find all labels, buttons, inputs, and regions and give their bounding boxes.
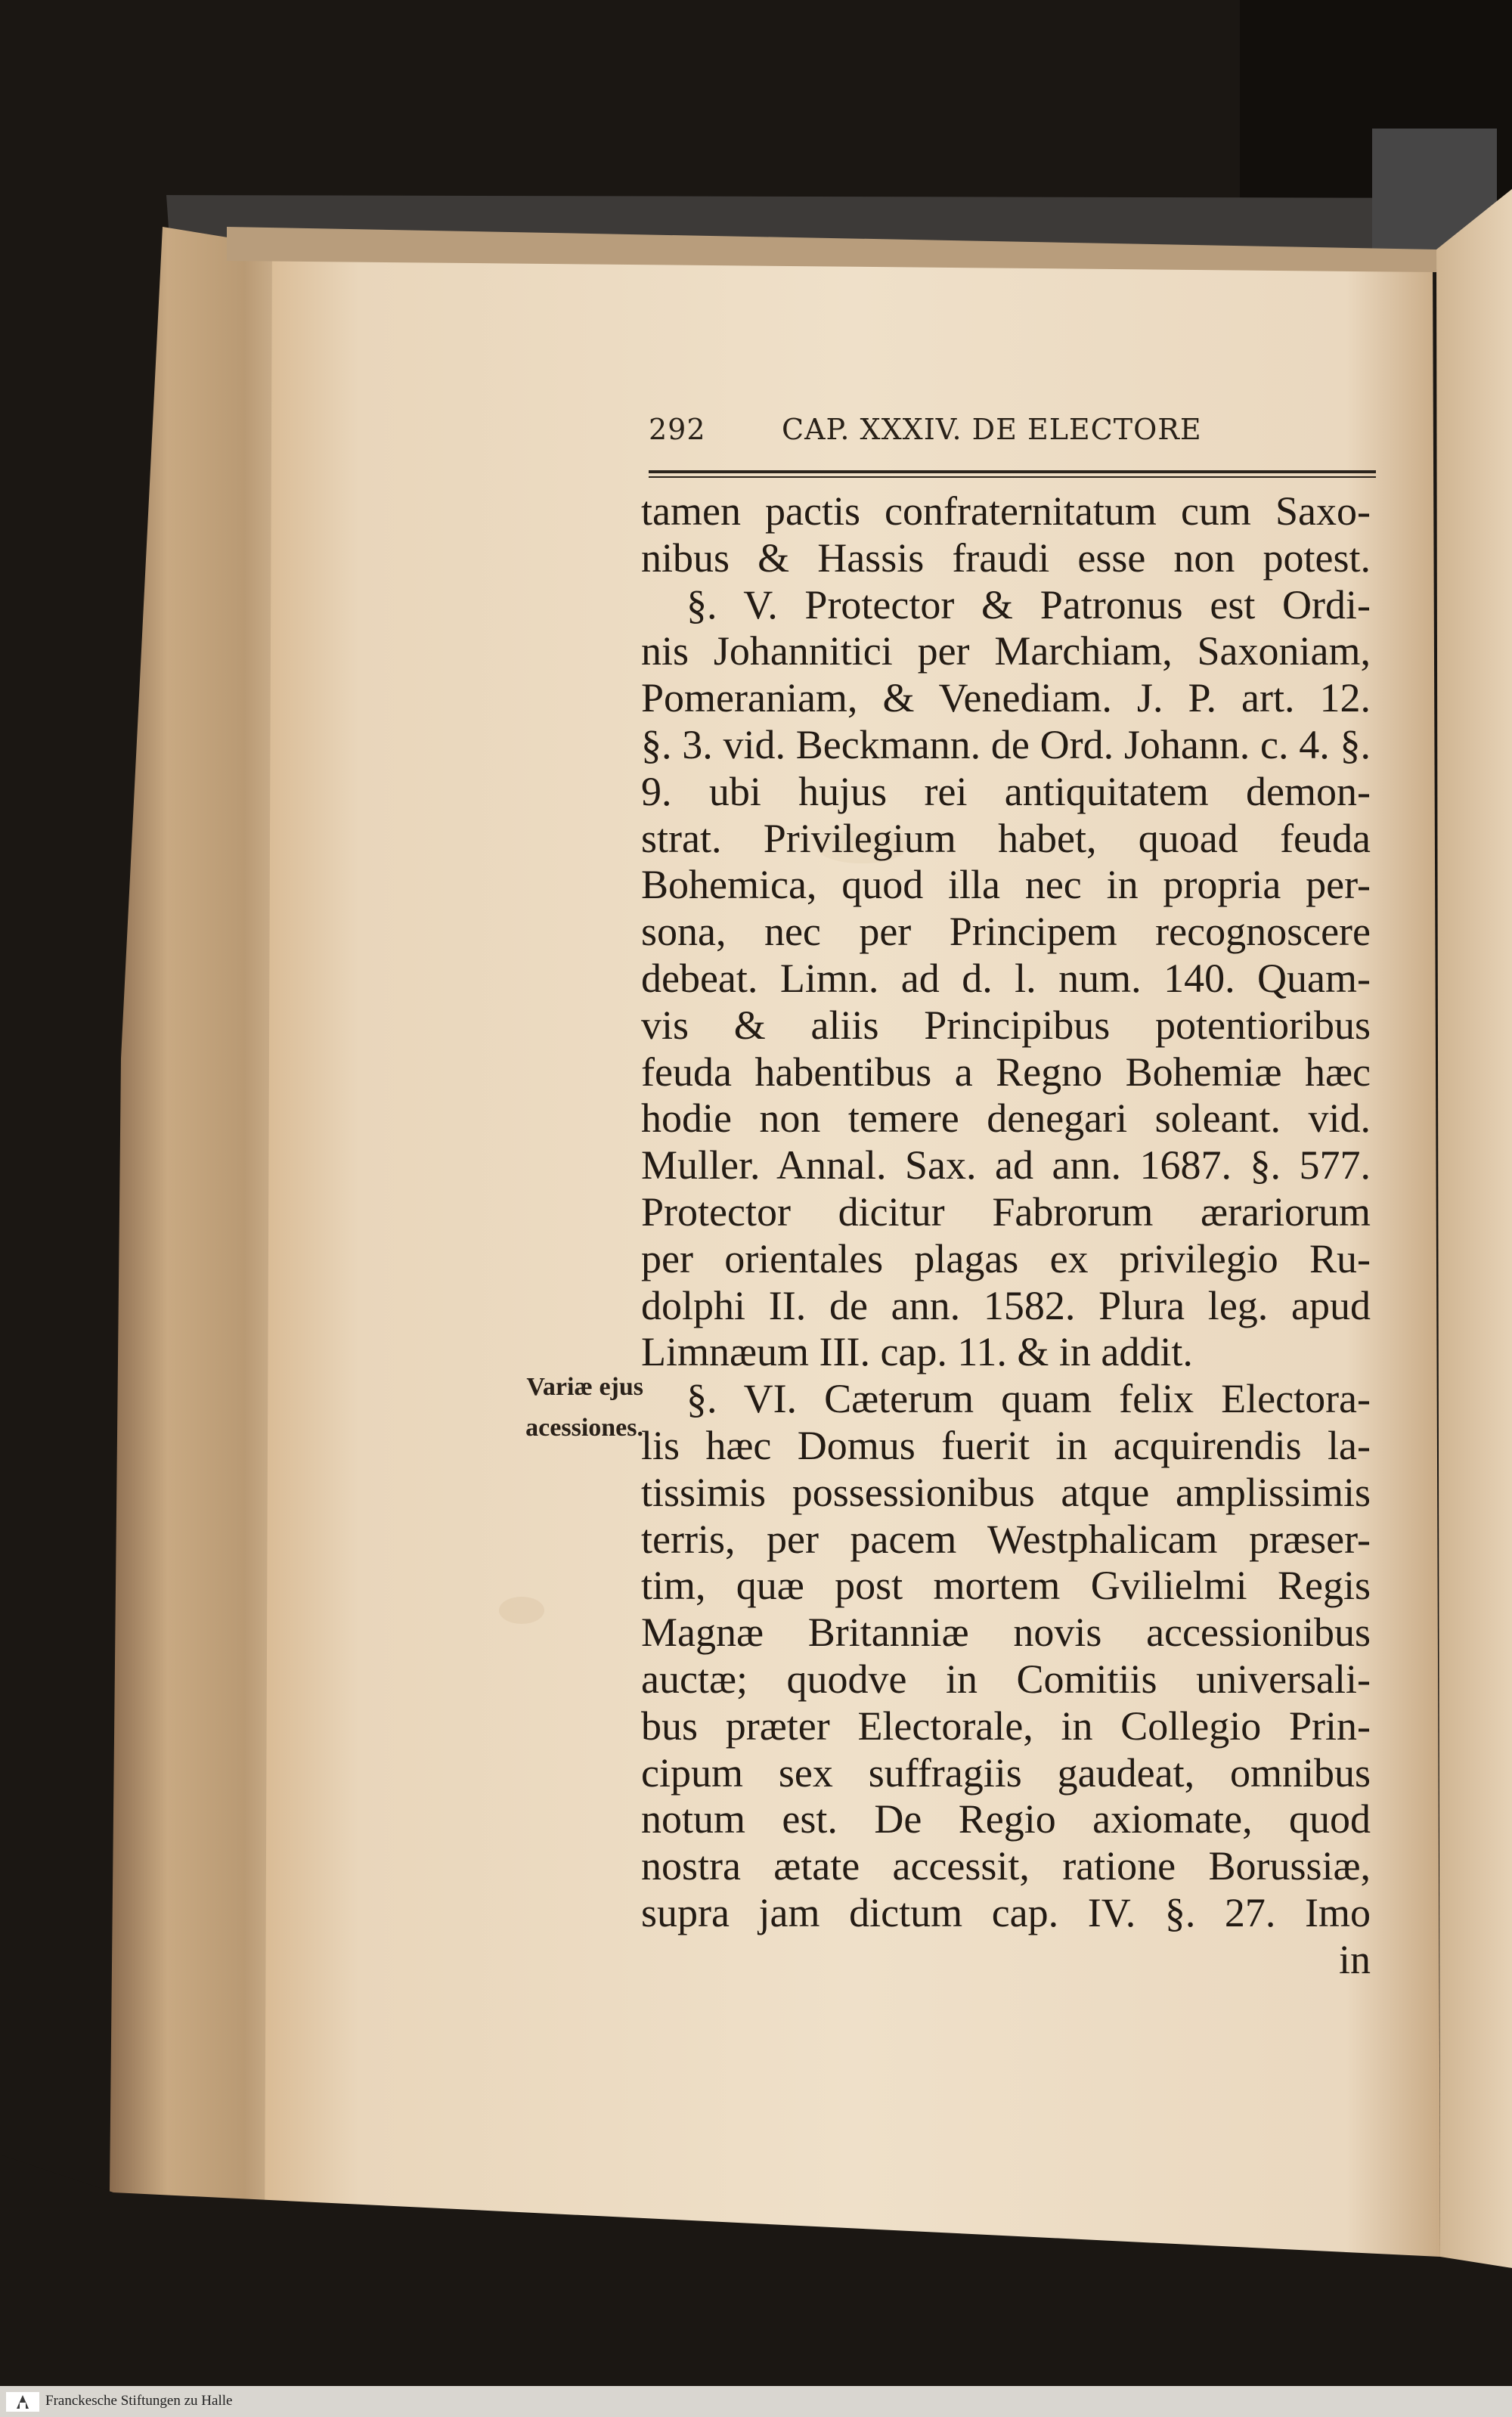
text-line: nis Johannitici per Marchiam, Saxoniam,	[641, 628, 1371, 674]
text-line: notum est. De Regio axiomate, quod	[641, 1796, 1371, 1842]
text-line: Protector dicitur Fabrorum ærariorum	[641, 1188, 1371, 1235]
text-line: §. V. Protector & Patronus est Ordi-	[686, 581, 1371, 627]
text-line: tamen pactis confraternitatum cum Saxo-	[641, 488, 1371, 534]
text-line: tim, quæ post mortem Gvilielmi Regis	[641, 1563, 1371, 1609]
text-line: sona, nec per Principem recognoscere	[641, 909, 1371, 955]
margin-note-line: acessiones.	[525, 1414, 643, 1442]
running-head-title: CAP. XXXIV. DE ELECTORE	[782, 413, 1202, 446]
text-line: Limnæum III. cap. 11. & in addit.	[641, 1329, 1193, 1375]
text-line: Bohemica, quod illa nec in propria per-	[641, 862, 1371, 908]
text-line: §. 3. vid. Beckmann. de Ord. Johann. c. 4. §.	[641, 721, 1371, 767]
text-line: §. VI. Cæterum quam felix Electora-	[686, 1376, 1371, 1422]
text-line: debeat. Limn. ad d. l. num. 140. Quam-	[641, 955, 1371, 1001]
text-line: nibus & Hassis fraudi esse non potest.	[641, 535, 1371, 581]
page-number: 292	[649, 413, 706, 446]
text-line: hodie non temere denegari soleant. vid.	[641, 1095, 1371, 1142]
text-line: cipum sex suffragiis gaudeat, omnibus	[641, 1749, 1371, 1796]
next-page-edge	[1436, 189, 1512, 2268]
text-line: per orientales plagas ex privilegio Ru-	[641, 1235, 1371, 1281]
text-line: vis & aliis Principibus potentioribus	[641, 1002, 1371, 1048]
text-line: strat. Privilegium habet, quoad feuda	[641, 815, 1371, 861]
text-line: lis hæc Domus fuerit in acquirendis la-	[641, 1422, 1371, 1468]
text-line: tissimis possessionibus atque amplissimis	[641, 1469, 1371, 1515]
text-line: Magnæ Britanniæ novis accessionibus	[641, 1610, 1371, 1656]
text-line: dolphi II. de ann. 1582. Plura leg. apud	[641, 1282, 1371, 1328]
text-line: bus præter Electorale, in Collegio Prin-	[641, 1703, 1371, 1749]
page-body	[641, 488, 1371, 1984]
header-rule	[649, 470, 1376, 478]
text-line: feuda habentibus a Regno Bohemiæ hæc	[641, 1049, 1371, 1095]
text-line: Pomeraniam, & Venediam. J. P. art. 12.	[641, 675, 1371, 721]
franckesche-logo-icon	[6, 2392, 39, 2412]
text-line: auctæ; quodve in Comitiis universali-	[641, 1656, 1371, 1702]
text-line: terris, per pacem Westphalicam præser-	[641, 1516, 1371, 1562]
viewer-footer	[0, 2386, 1512, 2417]
text-line: supra jam dictum cap. IV. §. 27. Imo	[641, 1889, 1371, 1935]
margin-note-line: Variæ ejus	[526, 1373, 643, 1401]
catchword: in	[1338, 1936, 1371, 1982]
text-line: Muller. Annal. Sax. ad ann. 1687. §. 577.	[641, 1142, 1371, 1188]
margin-note	[481, 1367, 643, 1449]
text-line: 9. ubi hujus rei antiquitatem demon-	[641, 768, 1371, 814]
text-line: nostra ætate accessit, ratione Borussiæ,	[641, 1843, 1371, 1889]
footer-credit: Franckesche Stiftungen zu Halle	[45, 2393, 233, 2409]
